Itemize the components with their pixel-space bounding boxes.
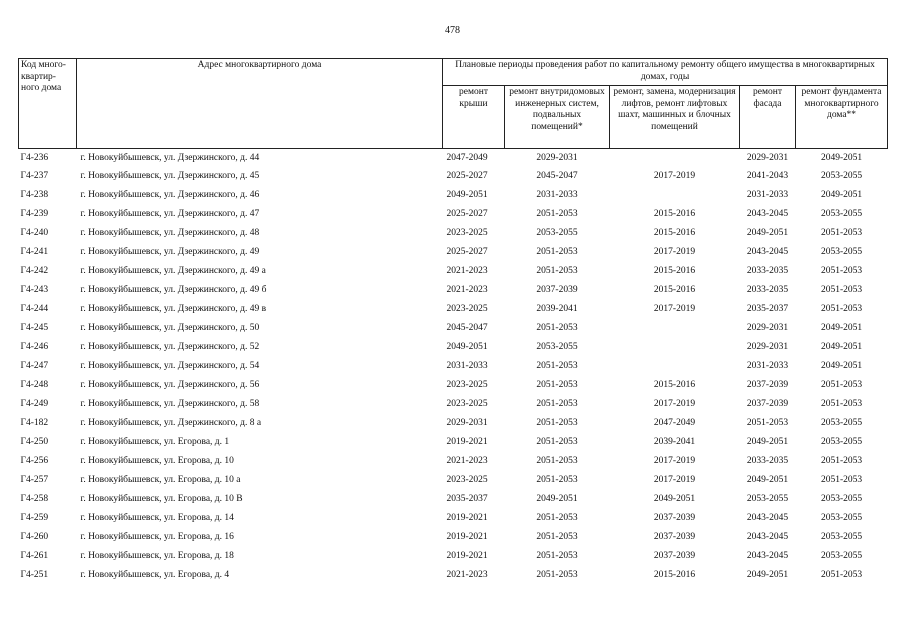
cell-elevators: 2017-2019 [653, 475, 696, 486]
cell-address: г. Новокуйбышевск, ул. Дзержинского, д. 58 [80, 399, 260, 410]
cell-elevators: 2037-2039 [653, 513, 696, 524]
cell-foundation: 2051-2053 [820, 399, 863, 410]
table-row [19, 548, 888, 567]
cell-systems: 2031-2033 [536, 190, 578, 201]
table-row [19, 339, 888, 358]
cell-code: Г4-240 [20, 228, 49, 239]
cell-roof: 2019-2021 [446, 551, 488, 562]
cell-address: г. Новокуйбышевск, ул. Дзержинского, д. 50 [80, 323, 260, 334]
header-systems: ремонт внутридомовых инженерных систем, подвальных помещений* [505, 86, 610, 149]
cell-foundation: 2053-2055 [820, 551, 863, 562]
cell-systems: 2051-2053 [536, 475, 578, 486]
cell-address: г. Новокуйбышевск, ул. Дзержинского, д. 48 [80, 228, 260, 239]
cell-address: г. Новокуйбышевск, ул. Егорова, д. 10 В [80, 494, 243, 505]
cell-elevators: 2015-2016 [653, 209, 696, 220]
header-facade: ремонт фасада [740, 86, 796, 149]
table-row [19, 168, 888, 187]
cell-foundation: 2051-2053 [820, 456, 863, 467]
cell-systems: 2051-2053 [536, 513, 578, 524]
cell-foundation: 2049-2051 [820, 323, 863, 334]
cell-roof: 2031-2033 [446, 361, 488, 372]
cell-roof: 2025-2027 [446, 209, 488, 220]
cell-facade: 2051-2053 [746, 418, 789, 429]
cell-code: Г4-246 [20, 342, 49, 353]
cell-elevators: 2047-2049 [653, 418, 696, 429]
table-row [19, 434, 888, 453]
table-row [19, 320, 888, 339]
cell-elevators: 2017-2019 [653, 399, 696, 410]
cell-code: Г4-256 [20, 456, 49, 467]
page-number: 478 [445, 25, 460, 36]
cell-systems: 2037-2039 [536, 285, 578, 296]
table-row [19, 415, 888, 434]
cell-facade: 2043-2045 [746, 247, 789, 258]
cell-systems: 2051-2053 [536, 399, 578, 410]
cell-roof: 2019-2021 [446, 437, 488, 448]
table-row [19, 472, 888, 491]
cell-systems: 2051-2053 [536, 437, 578, 448]
cell-facade: 2033-2035 [746, 456, 789, 467]
cell-address: г. Новокуйбышевск, ул. Дзержинского, д. 49 а [80, 266, 266, 277]
table-row [19, 244, 888, 263]
table-row [19, 225, 888, 244]
cell-roof: 2019-2021 [446, 532, 488, 543]
header-elevators: ремонт, замена, модернизация лифтов, ремонт лифтовых шахт, машинных и блочных помещений [610, 86, 740, 149]
cell-elevators: 2015-2016 [653, 570, 696, 581]
cell-roof: 2021-2023 [446, 456, 488, 467]
cell-foundation: 2049-2051 [820, 190, 863, 201]
cell-elevators: 2015-2016 [653, 266, 696, 277]
cell-facade: 2033-2035 [746, 266, 789, 277]
cell-systems: 2051-2053 [536, 570, 578, 581]
cell-foundation: 2053-2055 [820, 532, 863, 543]
cell-facade: 2029-2031 [746, 323, 789, 334]
table-row [19, 263, 888, 282]
cell-roof: 2049-2051 [446, 190, 488, 201]
table-row [19, 282, 888, 301]
cell-elevators: 2015-2016 [653, 380, 696, 391]
cell-address: г. Новокуйбышевск, ул. Дзержинского, д. 45 [80, 171, 260, 182]
cell-address: г. Новокуйбышевск, ул. Дзержинского, д. 56 [80, 380, 260, 391]
cell-address: г. Новокуйбышевск, ул. Егорова, д. 10 [80, 456, 234, 467]
cell-code: Г4-243 [20, 285, 49, 296]
cell-code: Г4-249 [20, 399, 49, 410]
cell-address: г. Новокуйбышевск, ул. Дзержинского, д. 52 [80, 342, 260, 353]
cell-roof: 2021-2023 [446, 570, 488, 581]
cell-foundation: 2049-2051 [820, 361, 863, 372]
cell-systems: 2051-2053 [536, 361, 578, 372]
cell-systems: 2051-2053 [536, 209, 578, 220]
table-row [19, 453, 888, 472]
table-row [19, 529, 888, 548]
cell-systems: 2051-2053 [536, 418, 578, 429]
cell-elevators [610, 358, 740, 377]
cell-code: Г4-182 [20, 418, 49, 429]
cell-address: г. Новокуйбышевск, ул. Дзержинского, д. 49 б [80, 285, 267, 296]
cell-systems: 2051-2053 [536, 266, 578, 277]
cell-elevators: 2015-2016 [653, 228, 696, 239]
cell-elevators: 2017-2019 [653, 171, 696, 182]
cell-facade: 2049-2051 [746, 437, 789, 448]
cell-systems: 2051-2053 [536, 247, 578, 258]
cell-elevators: 2017-2019 [653, 304, 696, 315]
cell-systems: 2051-2053 [536, 323, 578, 334]
cell-elevators [610, 339, 740, 358]
cell-roof: 2025-2027 [446, 171, 488, 182]
cell-roof: 2025-2027 [446, 247, 488, 258]
cell-foundation: 2049-2051 [820, 152, 863, 163]
cell-address: г. Новокуйбышевск, ул. Дзержинского, д. 54 [80, 361, 260, 372]
cell-systems: 2045-2047 [536, 171, 578, 182]
cell-elevators: 2049-2051 [653, 494, 696, 505]
cell-address: г. Новокуйбышевск, ул. Егорова, д. 4 [80, 570, 230, 581]
cell-foundation: 2053-2055 [820, 418, 863, 429]
cell-foundation: 2053-2055 [820, 494, 863, 505]
cell-foundation: 2053-2055 [820, 171, 863, 182]
cell-systems: 2053-2055 [536, 228, 578, 239]
cell-systems: 2053-2055 [536, 342, 578, 353]
cell-code: Г4-237 [20, 171, 49, 182]
cell-address: г. Новокуйбышевск, ул. Дзержинского, д. 49 [80, 247, 260, 258]
cell-roof: 2045-2047 [446, 323, 488, 334]
cell-code: Г4-259 [20, 513, 49, 524]
table-row [19, 149, 888, 168]
cell-systems: 2039-2041 [536, 304, 578, 315]
cell-code: Г4-261 [20, 551, 49, 562]
cell-elevators: 2037-2039 [653, 551, 696, 562]
table-body [19, 149, 888, 586]
table-row [19, 491, 888, 510]
cell-elevators [610, 149, 740, 168]
cell-facade: 2043-2045 [746, 532, 789, 543]
cell-roof: 2019-2021 [446, 513, 488, 524]
cell-roof: 2023-2025 [446, 304, 488, 315]
cell-foundation: 2053-2055 [820, 513, 863, 524]
cell-facade: 2029-2031 [746, 152, 789, 163]
cell-foundation: 2053-2055 [820, 247, 863, 258]
table-row [19, 187, 888, 206]
table-row [19, 567, 888, 586]
cell-address: г. Новокуйбышевск, ул. Дзержинского, д. 47 [80, 209, 260, 220]
cell-elevators [610, 320, 740, 339]
cell-address: г. Новокуйбышевск, ул. Егорова, д. 14 [80, 513, 234, 524]
cell-facade: 2049-2051 [746, 570, 789, 581]
table-row [19, 396, 888, 415]
cell-foundation: 2051-2053 [820, 285, 863, 296]
cell-address: г. Новокуйбышевск, ул. Дзержинского, д. 8 а [80, 418, 262, 429]
cell-facade: 2053-2055 [746, 494, 789, 505]
cell-code: Г4-242 [20, 266, 49, 277]
cell-code: Г4-260 [20, 532, 49, 543]
cell-foundation: 2049-2051 [820, 342, 863, 353]
cell-roof: 2021-2023 [446, 266, 488, 277]
cell-code: Г4-241 [20, 247, 49, 258]
cell-facade: 2031-2033 [746, 361, 789, 372]
cell-roof: 2023-2025 [446, 475, 488, 486]
cell-facade: 2049-2051 [746, 228, 789, 239]
capital-repair-table [18, 58, 888, 586]
cell-address: г. Новокуйбышевск, ул. Дзержинского, д. 44 [80, 152, 260, 163]
cell-roof: 2021-2023 [446, 285, 488, 296]
header-periods: Плановые периоды проведения работ по капитальному ремонту общего имущества в многоквартирных домах, годы [443, 59, 888, 86]
cell-address: г. Новокуйбышевск, ул. Дзержинского, д. 46 [80, 190, 260, 201]
cell-foundation: 2051-2053 [820, 570, 863, 581]
cell-elevators: 2015-2016 [653, 285, 696, 296]
cell-elevators: 2017-2019 [653, 247, 696, 258]
cell-address: г. Новокуйбышевск, ул. Егорова, д. 16 [80, 532, 234, 543]
cell-facade: 2033-2035 [746, 285, 789, 296]
header-roof: ремонт крыши [443, 86, 505, 149]
cell-code: Г4-250 [20, 437, 49, 448]
cell-foundation: 2051-2053 [820, 228, 863, 239]
cell-facade: 2037-2039 [746, 380, 789, 391]
cell-facade: 2029-2031 [746, 342, 789, 353]
cell-address: г. Новокуйбышевск, ул. Егорова, д. 18 [80, 551, 234, 562]
cell-address: г. Новокуйбышевск, ул. Дзержинского, д. 49 в [80, 304, 267, 315]
cell-roof: 2047-2049 [446, 152, 488, 163]
cell-facade: 2037-2039 [746, 399, 789, 410]
cell-systems: 2029-2031 [536, 152, 578, 163]
cell-elevators: 2017-2019 [653, 456, 696, 467]
cell-roof: 2035-2037 [446, 494, 488, 505]
cell-roof: 2023-2025 [446, 228, 488, 239]
cell-foundation: 2051-2053 [820, 304, 863, 315]
cell-code: Г4-245 [20, 323, 49, 334]
cell-facade: 2041-2043 [746, 171, 789, 182]
cell-foundation: 2053-2055 [820, 437, 863, 448]
cell-systems: 2049-2051 [536, 494, 578, 505]
cell-address: г. Новокуйбышевск, ул. Егорова, д. 1 [80, 437, 230, 448]
cell-code: Г4-257 [20, 475, 49, 486]
header-code: Код много-квартир-ного дома [19, 59, 77, 149]
table-row [19, 206, 888, 225]
cell-systems: 2051-2053 [536, 532, 578, 543]
header-foundation: ремонт фундамента многоквартирного дома** [796, 86, 888, 149]
cell-facade: 2043-2045 [746, 513, 789, 524]
cell-code: Г4-236 [20, 152, 49, 163]
cell-code: Г4-248 [20, 380, 49, 391]
cell-systems: 2051-2053 [536, 380, 578, 391]
cell-roof: 2029-2031 [446, 418, 488, 429]
cell-systems: 2051-2053 [536, 456, 578, 467]
header-address: Адрес многоквартирного дома [77, 59, 443, 149]
cell-code: Г4-251 [20, 570, 49, 581]
cell-code: Г4-238 [20, 190, 49, 201]
cell-systems: 2051-2053 [536, 551, 578, 562]
cell-code: Г4-239 [20, 209, 49, 220]
cell-facade: 2035-2037 [746, 304, 789, 315]
cell-facade: 2049-2051 [746, 475, 789, 486]
cell-facade: 2043-2045 [746, 551, 789, 562]
cell-code: Г4-247 [20, 361, 49, 372]
cell-elevators: 2037-2039 [653, 532, 696, 543]
table-row [19, 358, 888, 377]
cell-elevators [610, 187, 740, 206]
cell-elevators: 2039-2041 [653, 437, 696, 448]
cell-facade: 2031-2033 [746, 190, 789, 201]
table-row [19, 377, 888, 396]
cell-foundation: 2051-2053 [820, 266, 863, 277]
cell-address: г. Новокуйбышевск, ул. Егорова, д. 10 а [80, 475, 241, 486]
cell-roof: 2023-2025 [446, 380, 488, 391]
cell-roof: 2049-2051 [446, 342, 488, 353]
cell-code: Г4-244 [20, 304, 49, 315]
cell-facade: 2043-2045 [746, 209, 789, 220]
table-row [19, 510, 888, 529]
cell-roof: 2023-2025 [446, 399, 488, 410]
cell-foundation: 2053-2055 [820, 209, 863, 220]
cell-foundation: 2051-2053 [820, 380, 863, 391]
cell-code: Г4-258 [20, 494, 49, 505]
cell-foundation: 2051-2053 [820, 475, 863, 486]
table-row [19, 301, 888, 320]
